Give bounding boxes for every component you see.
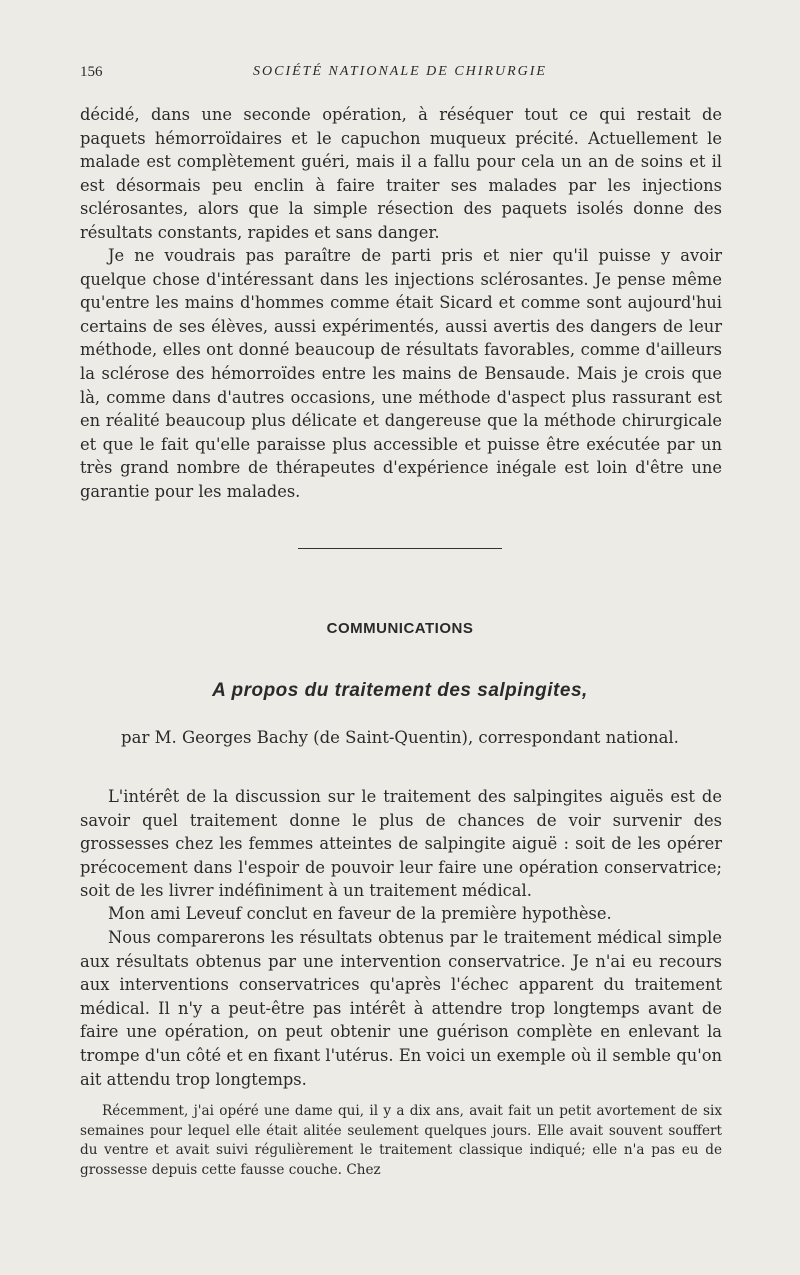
paragraph-leveuf bbox=[80, 902, 722, 926]
article-byline: par M. Georges Bachy (de Saint-Quentin), correspondant national. bbox=[121, 728, 679, 747]
article-title: A propos du traitement des salpingites, bbox=[212, 680, 588, 701]
paragraph-continuation bbox=[80, 103, 722, 245]
paragraph-sclerosing-injections bbox=[80, 244, 722, 504]
running-head: SOCIÉTÉ NATIONALE DE CHIRURGIE bbox=[253, 64, 547, 79]
paragraph-text: décidé, dans une seconde opération, à réséquer tout ce qui restait de paquets hémorroïdaires et le capuchon muqueux précité. Actuellement le malade est complètement guéri, mais il a fallu pour cela un an de soins et il est désormais peu enclin à faire traiter ses malades par les injections sclérosantes, alors que la simple résection des paquets isolés donne des résultats constants, rapides et sans danger. bbox=[80, 105, 722, 242]
paragraph-text: Récemment, j'ai opéré une dame qui, il y a dix ans, avait fait un petit avortement de six semaines pour lequel elle était alitée seulement quelques jours. Elle avait souvent souffert du ventre et avait suivi régulièrement le traitement classique indiqué; elle n'a pas eu de grossesse depuis cette fausse couche. Chez bbox=[80, 1103, 722, 1178]
paragraph-text: Je ne voudrais pas paraître de parti pris et nier qu'il puisse y avoir quelque chose d'intéressant dans les injections sclérosantes. Je pense même qu'entre les mains d'hommes comme était Sicard et comme sont aujourd'hui certains de ses élèves, aussi expérimentés, aussi avertis des dangers de leur méthode, elles ont donné beaucoup de résultats favorables, comme d'ailleurs la sclérose des hémorroïdes entre les mains de Bensaude. Mais je crois que là, comme dans d'autres occasions, une méthode d'aspect plus rassurant est en réalité beaucoup plus délicate et dangereuse que la méthode chirurgicale et que le fait qu'elle paraisse plus accessible et puisse être exécutée par un très grand nombre de thérapeutes d'expérience inégale est loin d'être une garantie pour les malades. bbox=[80, 246, 722, 501]
page-header bbox=[80, 64, 720, 84]
section-heading: COMMUNICATIONS bbox=[326, 620, 474, 637]
paragraph-comparison bbox=[80, 926, 722, 1091]
section-divider bbox=[298, 548, 502, 549]
paragraph-text: L'intérêt de la discussion sur le traitement des salpingites aiguës est de savoir quel traitement donne le plus de chances de voir survenir des grossesses chez les femmes atteintes de salpingite aiguë : soit de les opérer précocement dans l'espoir de pouvoir leur faire une opération conservatrice; soit de les livrer indéfiniment à un traitement médical. bbox=[80, 787, 722, 901]
paragraph-discussion bbox=[80, 785, 722, 903]
page-number: 156 bbox=[80, 64, 103, 80]
paragraph-text: Nous comparerons les résultats obtenus par le traitement médical simple aux résultats obtenus par une intervention conservatrice. Je n'ai eu recours aux interventions conservatrices qu'après l'échec apparent du traitement médical. Il n'y a peut-être pas intérêt à attendre trop longtemps avant de faire une opération, on peut obtenir une guérison complète en enlevant la trompe d'un côté et en fixant l'utérus. En voici un exemple où il semble qu'on ait attendu trop longtemps. bbox=[80, 928, 722, 1089]
paragraph-text: Mon ami Leveuf conclut en faveur de la première hypothèse. bbox=[108, 904, 612, 923]
paragraph-case-report bbox=[80, 1102, 722, 1180]
